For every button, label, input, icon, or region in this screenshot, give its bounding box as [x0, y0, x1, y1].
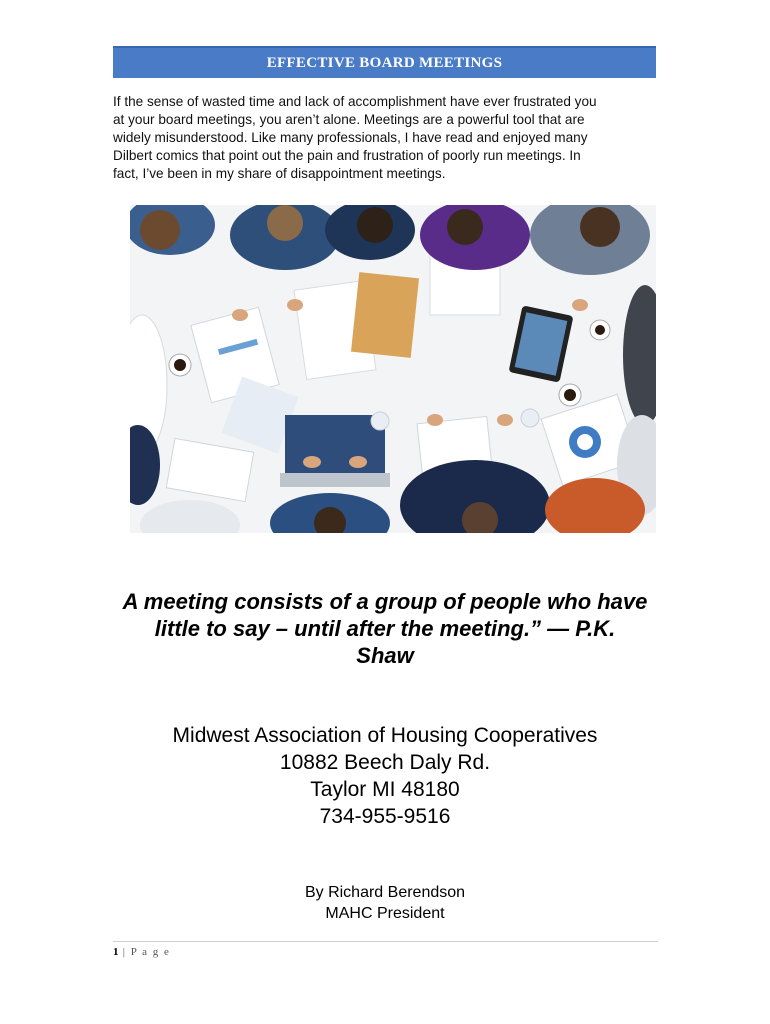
footer-divider	[113, 941, 658, 942]
author-block	[200, 882, 570, 924]
page-label: | P a g e	[118, 946, 171, 958]
document-title: EFFECTIVE BOARD MEETINGS	[266, 54, 503, 71]
quote-line: Shaw	[356, 643, 414, 668]
intro-line: Dilbert comics that point out the pain and frustration of poorly run meetings. In	[113, 148, 581, 163]
intro-line: fact, I’ve been in my share of disappointment meetings.	[113, 166, 446, 181]
author-title: MAHC President	[325, 905, 445, 922]
organization-city: Taylor MI 48180	[310, 778, 460, 801]
quote-line: little to say – until after the meeting.” — P.K.	[154, 616, 616, 641]
organization-name: Midwest Association of Housing Cooperatives	[172, 724, 598, 747]
intro-line: If the sense of wasted time and lack of accomplishment have ever frustrated you	[113, 94, 597, 109]
organization-street: 10882 Beech Daly Rd.	[279, 751, 491, 774]
organization-block	[100, 722, 670, 830]
title-banner	[113, 46, 656, 78]
meeting-photo	[130, 205, 656, 533]
author-byline: By Richard Berendson	[304, 884, 466, 901]
organization-phone: 734-955-9516	[319, 805, 451, 828]
intro-line: at your board meetings, you aren’t alone. Meetings are a powerful tool that are	[113, 112, 585, 127]
page-footer	[113, 946, 170, 958]
page-number: 1	[113, 946, 119, 958]
intro-paragraph	[113, 93, 658, 183]
pull-quote	[100, 588, 670, 669]
intro-line: widely misunderstood. Like many professionals, I have read and enjoyed many	[113, 130, 588, 145]
quote-line: A meeting consists of a group of people who have	[122, 589, 648, 614]
